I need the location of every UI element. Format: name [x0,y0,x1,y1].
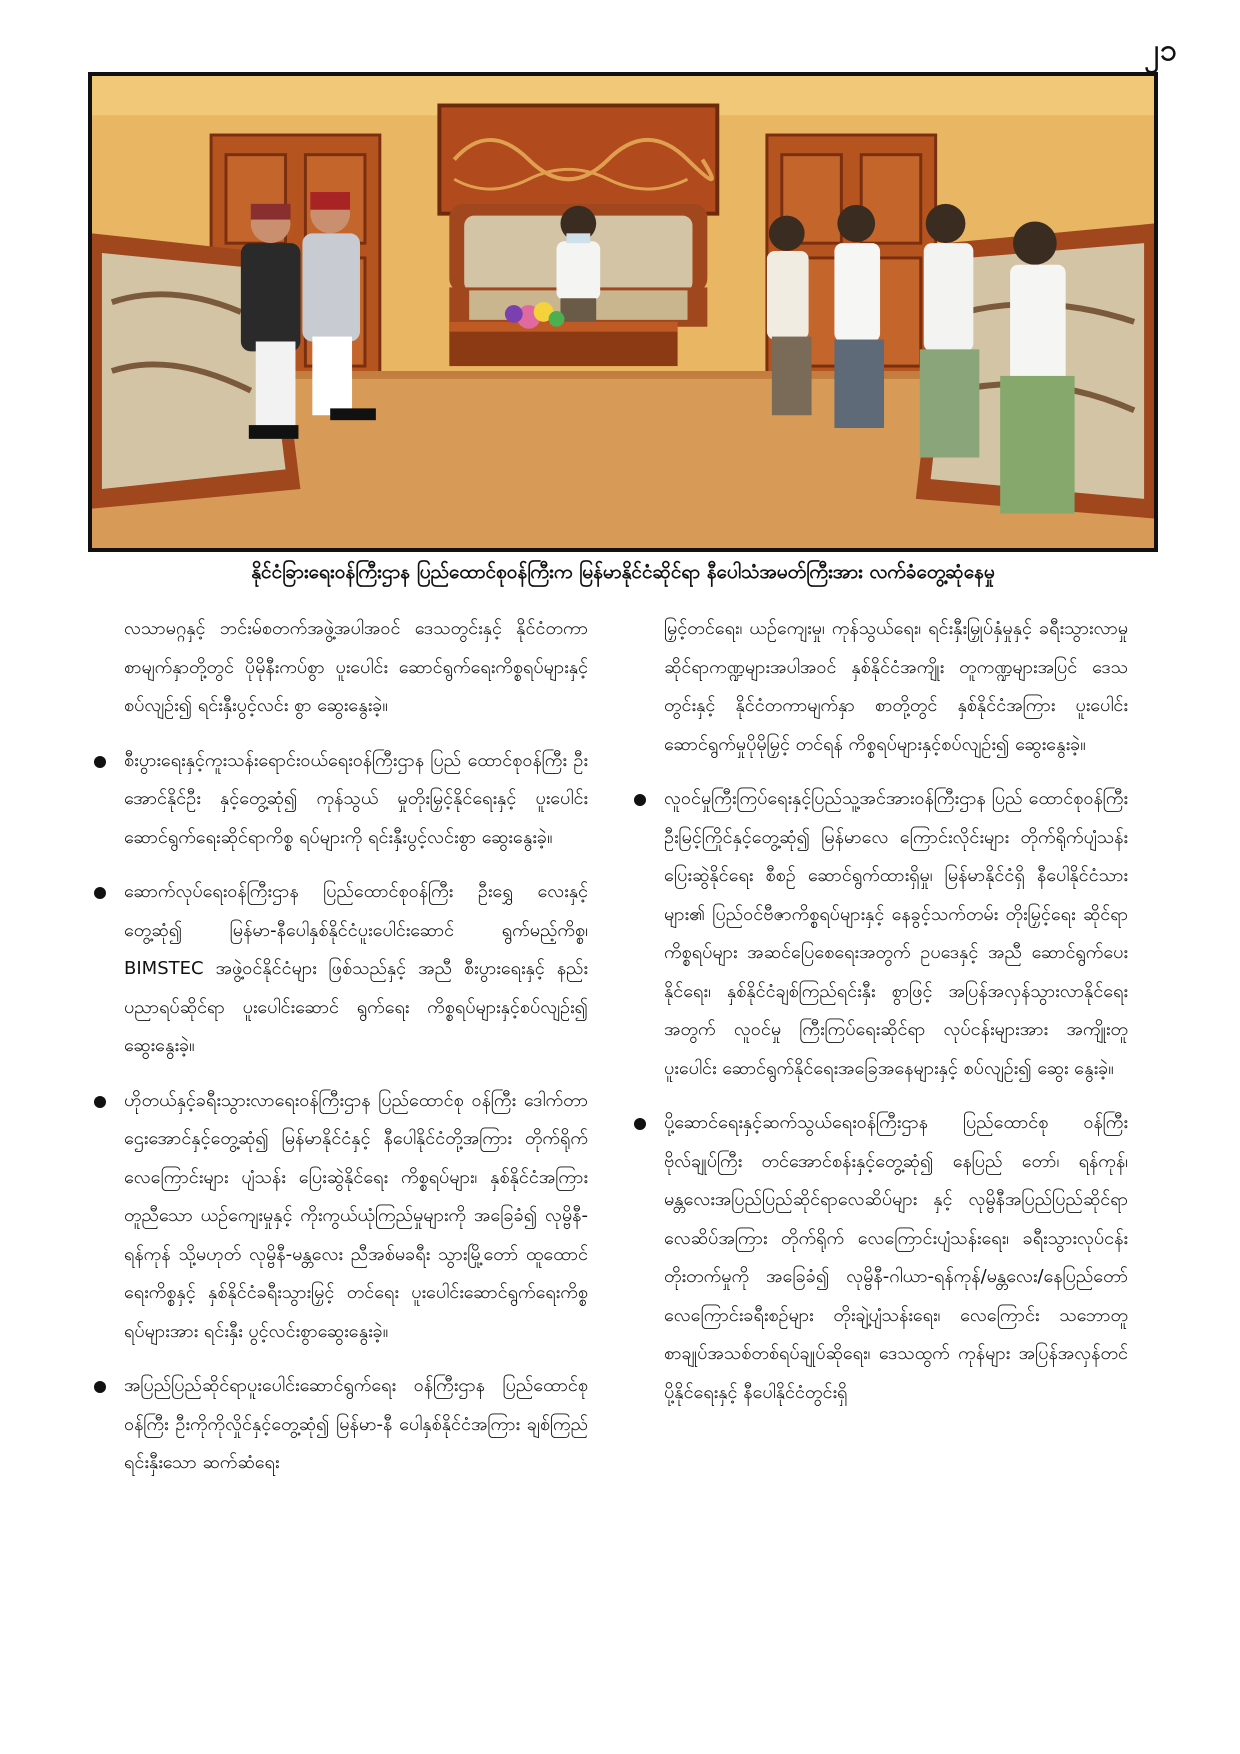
paragraph-text: လသာမဂ္ဂနှင့် ဘင်းမ်စတက်အဖွဲ့အပါအဝင် ဒေသတွင်းနှင့် နိုင်ငံတကာစာမျက်နှာတို့တွင် ပိုမိုနီးကပ်စွာ ပူးပေါင်း ဆောင်ရွက်ရေးကိစ္စရပ်များနှင့်စပ်လျဉ်း၍ ရင်းနှီးပွင့်လင်း စွာ ဆွေးနွေးခဲ့။ [124,618,588,716]
paragraph-text: လူဝင်မှုကြီးကြပ်ရေးနှင့်ပြည်သူ့အင်အားဝန်ကြီးဌာန ပြည် ထောင်စုဝန်ကြီး ဦးမြင့်ကြိုင်နှင့်တွေ့ဆုံ၍ မြန်မာလေ ကြောင်းလိုင်းများ တိုက်ရိုက်ပျံသန်းပြေးဆွဲနိုင်ရေး စီစဉ် ဆောင်ရွက်ထားရှိမှု၊ မြန်မာနိုင်ငံရှိ နီပေါနိုင်ငံသားများ၏ ပြည်ဝင်ဗီဇာကိစ္စရပ်များနှင့် နေခွင့်သက်တမ်း တိုးမြှင့်ရေး ဆိုင်ရာကိစ္စရပ်များ အဆင်ပြေစေရေးအတွက် ဥပဒေနှင့် အညီ ဆောင်ရွက်ပေးနိုင်ရေး၊ နှစ်နိုင်ငံချစ်ကြည်ရင်းနှီး စွာဖြင့် အပြန်အလှန်သွားလာနိုင်ရေးအတွက် လူဝင်မှု ကြီးကြပ်ရေးဆိုင်ရာ လုပ်ငန်းများအား အကျိုးတူပူးပေါင်း ဆောင်ရွက်နိုင်ရေးအခြေအနေများနှင့် စပ်လျဉ်း၍ ဆွေး နွေးခဲ့။ [664,788,1128,1079]
bullet-paragraph [628,1104,1128,1412]
paragraph [88,610,588,726]
left-column [88,610,588,1499]
paragraph-text: မြှင့်တင်ရေး၊ ယဉ်ကျေးမှု၊ ကုန်သွယ်ရေး၊ ရင်းနှီးမြှုပ်နှံမှုနှင့် ခရီးသွားလာမှုဆိုင်ရာကဏ္ဍများအပါအဝင် နှစ်နိုင်ငံအကျိုး တူကဏ္ဍများအပြင် ဒေသတွင်းနှင့် နိုင်ငံတကာမျက်နှာ စာတို့တွင် နှစ်နိုင်ငံအကြား ပူးပေါင်းဆောင်ရွက်မှုပိုမိုမြှင့် တင်ရန် ကိစ္စရပ်များနှင့်စပ်လျဉ်း၍ ဆွေးနွေးခဲ့။ [664,618,1128,755]
meeting-photo-illustration [92,76,1154,548]
carved-panel [439,106,717,214]
bullet-paragraph [628,780,1128,1088]
page-number: ၂၁ [1144,33,1178,68]
right-column [628,610,1128,1428]
paragraph-text: ဟိုတယ်နှင့်ခရီးသွားလာရေးဝန်ကြီးဌာန ပြည်ထောင်စု ဝန်ကြီး ဒေါက်တာဌေးအောင်နှင့်တွေ့ဆုံ၍ မြန်မာနိုင်ငံနှင့် နီပေါနိုင်ငံတို့အကြား တိုက်ရိုက်လေကြောင်းများ ပျံသန်း ပြေးဆွဲနိုင်ရေး ကိစ္စရပ်များ၊ နှစ်နိုင်ငံအကြား တူညီသော ယဉ်ကျေးမှုနှင့် ကိုးကွယ်ယုံကြည်မှုများကို အခြေခံ၍ လုမ္ဗိနီ-ရန်ကုန် သို့မဟုတ် လုမ္ဗိနီ-မန္တလေး ညီအစ်မခရီး သွားမြို့တော် ထူထောင်ရေးကိစ္စနှင့် နှစ်နိုင်ငံခရီးသွားမြှင့် တင်ရေး ပူးပေါင်းဆောင်ရွက်ရေးကိစ္စရပ်များအား ရင်းနှီး ပွင့်လင်းစွာဆွေးနွေးခဲ့။ [124,1089,588,1342]
paragraph-text: ပို့ဆောင်ရေးနှင့်ဆက်သွယ်ရေးဝန်ကြီးဌာန ပြည်ထောင်စု ဝန်ကြီး ဗိုလ်ချုပ်ကြီး တင်အောင်စန်းနှင့်တွေ့ဆုံ၍ နေပြည် တော်၊ ရန်ကုန်၊ မန္တလေးအပြည်ပြည်ဆိုင်ရာလေဆိပ်များ နှင့် လုမ္ဗိနီအပြည်ပြည်ဆိုင်ရာလေဆိပ်အကြား တိုက်ရိုက် လေကြောင်းပျံသန်းရေး၊ ခရီးသွားလုပ်ငန်းတိုးတက်မှုကို အခြေခံ၍ လုမ္ဗိနီ-ဂါယာ-ရန်ကုန်/မန္တလေး/နေပြည်တော် လေကြောင်းခရီးစဉ်များ တိုးချဲ့ပျံသန်းရေး၊ လေကြောင်း သဘောတူစာချုပ်အသစ်တစ်ရပ်ချုပ်ဆိုရေး၊ ဒေသထွက် ကုန်များ အပြန်အလှန်တင်ပို့နိုင်ရေးနှင့် နီပေါနိုင်ငံတွင်းရှိ [664,1112,1128,1403]
bullet-paragraph [88,873,588,1066]
paragraph-text: အပြည်ပြည်ဆိုင်ရာပူးပေါင်းဆောင်ရွက်ရေး ဝန်ကြီးဌာန ပြည်ထောင်စုဝန်ကြီး ဦးကိုကိုလှိုင်နှင့်တွေ့ဆုံ၍ မြန်မာ-နီ ပေါနှစ်နိုင်ငံအကြား ချစ်ကြည်ရင်းနှီးသော ဆက်ဆံရေး [124,1375,588,1473]
bullet-paragraph [88,1367,588,1483]
bullet-paragraph [88,742,588,858]
paragraph-text: စီးပွားရေးနှင့်ကူးသန်းရောင်းဝယ်ရေးဝန်ကြီးဌာန ပြည် ထောင်စုဝန်ကြီး ဦးအောင်နိုင်ဦး နှင့်တွေ့ဆုံ၍ ကုန်သွယ် မှုတိုးမြှင့်နိုင်ရေးနှင့် ပူးပေါင်းဆောင်ရွက်ရေးဆိုင်ရာကိစ္စ ရပ်များကို ရင်းနှီးပွင့်လင်းစွာ ဆွေးနွေးခဲ့။ [124,749,588,848]
meeting-photo [88,72,1158,552]
paragraph-text: ဆောက်လုပ်ရေးဝန်ကြီးဌာန ပြည်ထောင်စုဝန်ကြီး ဦးရွှေ လေးနှင့် တွေ့ဆုံ၍ မြန်မာ-နီပေါနှစ်နိုင်ငံပူးပေါင်းဆောင် ရွက်မည့်ကိစ္စ၊ BIMSTEC အဖွဲ့ဝင်နိုင်ငံများ ဖြစ်သည်နှင့် အညီ စီးပွားရေးနှင့် နည်းပညာရပ်ဆိုင်ရာ ပူးပေါင်းဆောင် ရွက်ရေး ကိစ္စရပ်များနှင့်စပ်လျဉ်း၍ ဆွေးနွေးခဲ့။ [124,881,588,1056]
photo-caption: နိုင်ငံခြားရေးဝန်ကြီးဌာန ပြည်ထောင်စုဝန်ကြီးက မြန်မာနိုင်ငံဆိုင်ရာ နီပေါသံအမတ်ကြီးအား လက်ခံတွေ့ဆုံနေမှု [251,561,995,583]
paragraph [628,610,1128,764]
bullet-paragraph [88,1082,588,1352]
